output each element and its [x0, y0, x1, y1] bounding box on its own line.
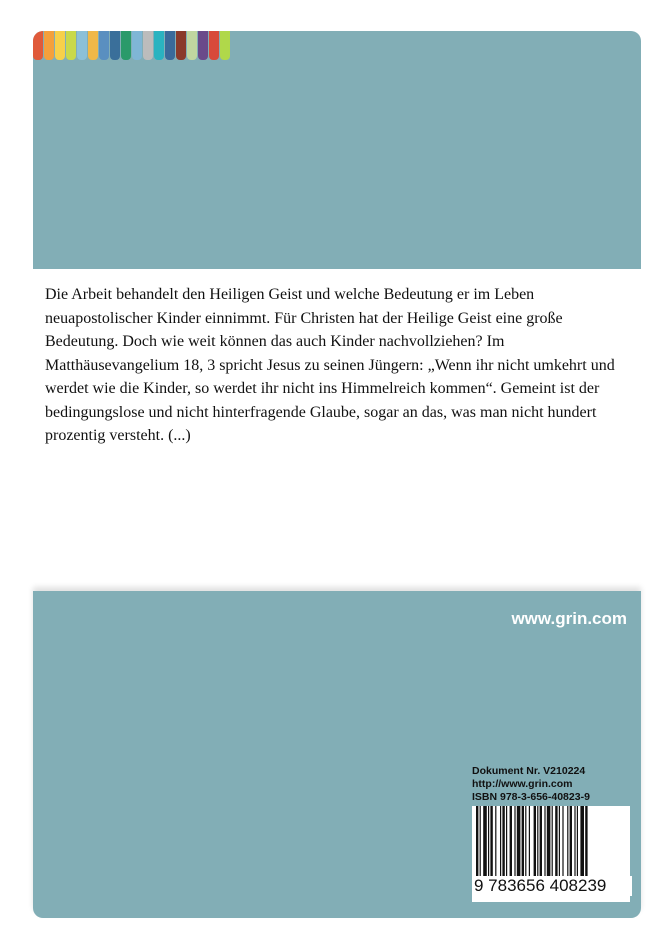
color-stripe [33, 31, 43, 60]
book-description: Die Arbeit behandelt den Heiligen Geist und welche Bedeutung er im Leben neuapostolischer Kinder einnimmt. Für Christen hat der Heilige Geist eine große Bedeutung. Doch wie weit können das auch Kinder nachvollziehen? Im Matthäusevangelium 18, 3 spricht Jesus zu seinen Jüngern: „Wenn ihr nicht umkehrt und werdet wie die Kinder, so werdet ihr nicht ins Himmelreich kommen“. Gemeint ist der bedingungslose und nicht hinterfragende Glaube, sogar an das, was man nicht hundert prozentig versteht. (...) [45, 286, 615, 444]
isbn: ISBN 978-3-656-40823-9 [472, 791, 590, 803]
barcode-digits: 9 783656 408239 [472, 876, 632, 896]
document-number: Dokument Nr. V210224 [472, 765, 586, 777]
color-stripe [88, 31, 98, 60]
color-stripe [187, 31, 197, 60]
color-stripes [33, 31, 231, 60]
color-stripe [77, 31, 87, 60]
barcode [472, 806, 630, 902]
color-stripe [110, 31, 120, 60]
barcode-bars [476, 806, 626, 878]
document-info [472, 765, 632, 804]
color-stripe [99, 31, 109, 60]
color-stripe [55, 31, 65, 60]
color-stripe [143, 31, 153, 60]
color-stripe [176, 31, 186, 60]
document-url: http://www.grin.com [472, 778, 573, 790]
color-stripe [121, 31, 131, 60]
color-stripe [44, 31, 54, 60]
top-cover-panel [33, 31, 641, 269]
color-stripe [132, 31, 142, 60]
color-stripe [209, 31, 219, 60]
color-stripe [198, 31, 208, 60]
bottom-cover-panel [33, 591, 641, 918]
publisher-website: www.grin.com [511, 609, 627, 628]
color-stripe [220, 31, 230, 60]
color-stripe [66, 31, 76, 60]
color-stripe [165, 31, 175, 60]
color-stripe [154, 31, 164, 60]
